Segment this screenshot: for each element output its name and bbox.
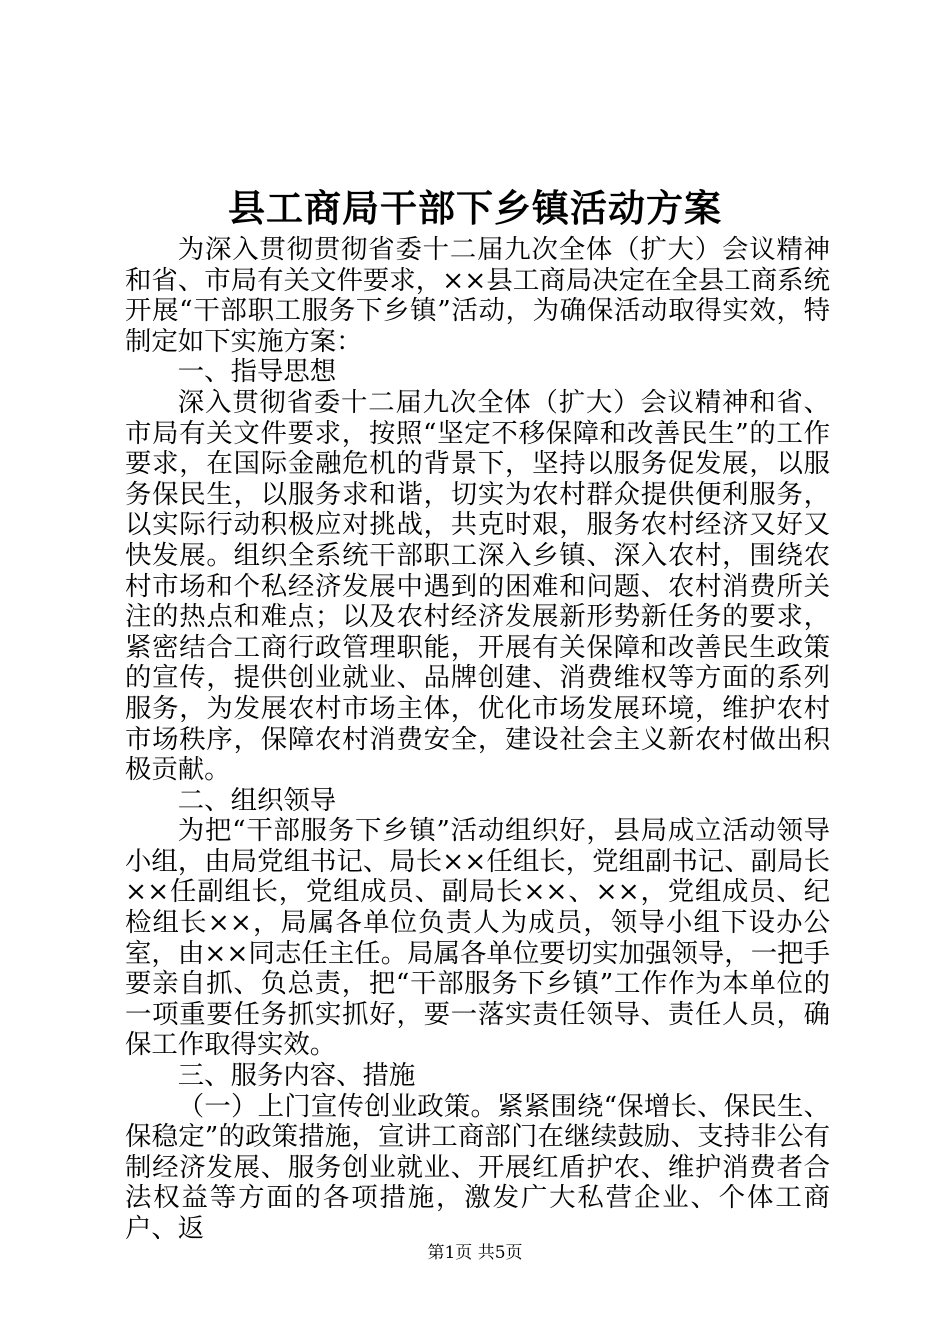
paragraph-intro: 为深入贯彻贯彻省委十二届九次全体（扩大）会议精神和省、市局有关文件要求，××县工商局决定在全县工商系统开展“干部职工服务下乡镇”活动，为确保活动取得实效，特制定如下实施方案： (125, 234, 830, 357)
paragraph-guiding-ideology: 深入贯彻省委十二届九次全体（扩大）会议精神和省、市局有关文件要求，按照“坚定不移保障和改善民生”的工作要求，在国际金融危机的背景下，坚持以服务促发展，以服务保民生，以服务求和谐，切实为农村群众提供便利服务，以实际行动积极应对挑战，共克时艰，服务农村经济又好又快发展。组织全系统干部职工深入乡镇、深入农村，围绕农村市场和个私经济发展中遇到的困难和问题、农村消费所关注的热点和难点；以及农村经济发展新形势新任务的要求，紧密结合工商行政管理职能，开展有关保障和改善民生政策的宣传，提供创业就业、品牌创建、消费维权等方面的系列服务，为发展农村市场主体，优化市场发展环境，维护农村市场秩序，保障农村消费安全，建设社会主义新农村做出积极贡献。 (125, 386, 830, 786)
section-heading-guiding-ideology: 一、指导思想 (177, 356, 337, 388)
paragraph-organization: 为把“干部服务下乡镇”活动组织好，县局成立活动领导小组，由局党组书记、局长××任组长，党组副书记、副局长××任副组长，党组成员、副局长××、××，党组成员、纪检组长××，局属各单位负责人为成员，领导小组下设办公室，由××同志任主任。局属各单位要切实加强领导，一把手要亲自抓、负总责，把“干部服务下乡镇”工作作为本单位的一项重要任务抓实抓好，要一落实责任领导、责任人员，确保工作取得实效。 (125, 815, 830, 1061)
document-title: 县工商局干部下乡镇活动方案 (228, 186, 722, 230)
section-heading-organization: 二、组织领导 (177, 784, 337, 816)
paragraph-service-content-1: （一）上门宣传创业政策。紧紧围绕“保增长、保民生、保稳定”的政策措施，宣讲工商部门在继续鼓励、支持非公有制经济发展、服务创业就业、开展红盾护农、维护消费者合法权益等方面的各项措施，激发广大私营企业、个体工商户、返 (125, 1090, 830, 1244)
document-body (125, 235, 830, 1245)
page-footer: 第1页 共5页 (427, 1243, 523, 1263)
section-heading-service-content: 三、服务内容、措施 (177, 1060, 416, 1092)
